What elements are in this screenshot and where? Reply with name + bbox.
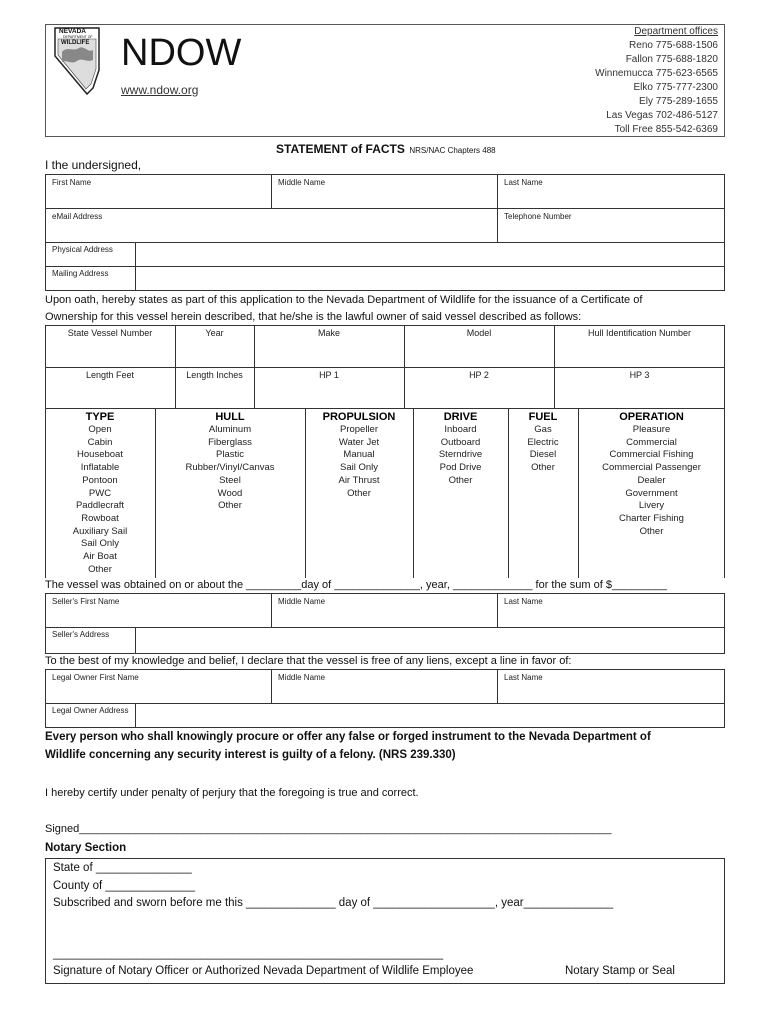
list-item[interactable]: Inflatable bbox=[80, 462, 120, 474]
owner-physical-row bbox=[45, 242, 725, 267]
felony-warning-2: Wildlife concerning any security interest is guilty of a felony. (NRS 239.330) bbox=[45, 749, 456, 761]
divider bbox=[497, 174, 498, 209]
notary-signature-label: Signature of Notary Officer or Authorized Nevada Department of Wildlife Employee bbox=[53, 965, 474, 977]
list-item[interactable]: Houseboat bbox=[77, 449, 123, 461]
list-item[interactable]: Diesel bbox=[529, 449, 557, 461]
list-item[interactable]: Paddlecraft bbox=[75, 500, 125, 512]
divider bbox=[45, 367, 725, 368]
divider bbox=[271, 593, 272, 628]
divider bbox=[135, 703, 136, 728]
type-column bbox=[45, 410, 155, 576]
hull-header: HULL bbox=[215, 411, 245, 423]
list-item[interactable]: Inboard bbox=[444, 424, 477, 435]
list-item[interactable]: Electric bbox=[527, 436, 559, 448]
list-item[interactable]: Other bbox=[218, 500, 242, 512]
seller-address-field[interactable]: Seller's Address bbox=[52, 630, 110, 639]
owner-contact-row bbox=[45, 208, 725, 243]
owner-middle-name-field[interactable]: Middle Name bbox=[278, 178, 326, 187]
logo-text-2: DEPARTMENT OF bbox=[63, 35, 93, 39]
list-item[interactable]: Dealer bbox=[637, 474, 666, 486]
hin-field[interactable]: Hull Identification Number bbox=[587, 328, 692, 338]
notary-county-field[interactable]: County of ______________ bbox=[53, 880, 195, 892]
list-item[interactable]: Government bbox=[625, 487, 678, 499]
list-item[interactable]: Rowboat bbox=[81, 512, 119, 524]
liens-text: To the best of my knowledge and belief, I declare that the vessel is free of any liens, except a line in favor of: bbox=[45, 655, 572, 667]
length-inches-field[interactable]: Length Inches bbox=[186, 370, 243, 380]
divider bbox=[271, 669, 272, 704]
owner-mailing-row bbox=[45, 266, 725, 291]
form-title-ref: NRS/NAC Chapters 488 bbox=[409, 146, 496, 155]
offices-title: Department offices bbox=[634, 26, 718, 37]
list-item[interactable]: Wood bbox=[217, 487, 243, 499]
logo-text-1: NEVADA bbox=[59, 28, 86, 35]
list-item[interactable]: Rubber/Vinyl/Canvas bbox=[185, 462, 275, 474]
list-item[interactable]: Sail Only bbox=[80, 538, 119, 550]
list-item[interactable]: Livery bbox=[638, 500, 665, 512]
list-item[interactable]: Fiberglass bbox=[208, 436, 252, 448]
nevada-logo bbox=[53, 26, 101, 96]
list-item[interactable]: Sail Only bbox=[339, 462, 378, 474]
signed-line[interactable]: Signed_______________________________________________________________________________________ bbox=[45, 823, 612, 835]
propulsion-column bbox=[305, 410, 413, 500]
model-field[interactable]: Model bbox=[466, 328, 492, 338]
seller-address-row bbox=[45, 627, 725, 654]
notary-state-field[interactable]: State of _______________ bbox=[53, 862, 192, 874]
legal-owner-last-name-field[interactable]: Last Name bbox=[504, 673, 543, 682]
list-item[interactable]: Commercial bbox=[626, 436, 677, 448]
legal-owner-first-name-field[interactable]: Legal Owner First Name bbox=[52, 673, 139, 682]
state-vessel-number-field[interactable]: State Vessel Number bbox=[67, 328, 153, 338]
notary-signature-line[interactable]: _____________________________________________________________ bbox=[53, 948, 444, 960]
list-item[interactable]: Other bbox=[347, 487, 371, 499]
list-item[interactable]: Other bbox=[531, 462, 555, 474]
owner-first-name-field[interactable]: First Name bbox=[52, 178, 92, 187]
notary-stamp-label: Notary Stamp or Seal bbox=[565, 965, 675, 977]
list-item[interactable]: Charter Fishing bbox=[619, 512, 684, 524]
divider bbox=[497, 593, 498, 628]
owner-mailing-address-field[interactable]: Mailing Address bbox=[52, 269, 109, 278]
drive-header: DRIVE bbox=[443, 411, 478, 423]
oath-text-2: Ownership for this vessel herein described, that he/she is the lawful owner of said vessel described as follows: bbox=[45, 311, 582, 323]
list-item[interactable]: Aluminum bbox=[208, 424, 252, 435]
legal-owner-name-row bbox=[45, 669, 725, 704]
divider bbox=[497, 669, 498, 704]
office-toll-free: Toll Free 855-542-6369 bbox=[614, 124, 718, 135]
owner-email-field[interactable]: eMail Address bbox=[52, 212, 103, 221]
list-item[interactable]: Commercial Fishing bbox=[609, 449, 694, 461]
fuel-column bbox=[508, 410, 578, 475]
owner-last-name-field[interactable]: Last Name bbox=[504, 178, 543, 187]
year-field[interactable]: Year bbox=[205, 328, 224, 338]
owner-name-row bbox=[45, 174, 725, 209]
owner-physical-address-field[interactable]: Physical Address bbox=[52, 245, 113, 254]
list-item[interactable]: PWC bbox=[88, 487, 112, 499]
divider bbox=[135, 627, 136, 654]
list-item[interactable]: Cabin bbox=[87, 436, 113, 448]
office-fallon: Fallon 775-688-1820 bbox=[625, 54, 718, 65]
legal-owner-address-row bbox=[45, 703, 725, 728]
undersigned-text: I the undersigned, bbox=[45, 158, 142, 172]
list-item[interactable]: Plastic bbox=[216, 449, 244, 461]
office-winnemucca: Winnemucca 775-623-6565 bbox=[595, 68, 718, 79]
list-item[interactable]: Outboard bbox=[440, 436, 481, 448]
department-offices bbox=[595, 25, 718, 137]
list-item[interactable]: Steel bbox=[219, 474, 241, 486]
notary-subscribed-field[interactable]: Subscribed and sworn before me this ______________ day of ___________________, year______________ bbox=[53, 897, 614, 909]
list-item[interactable]: Other bbox=[639, 525, 664, 537]
divider bbox=[271, 174, 272, 209]
seller-middle-name-field[interactable]: Middle Name bbox=[278, 597, 326, 606]
list-item[interactable]: Propeller bbox=[339, 424, 379, 435]
list-item[interactable]: Air Thrust bbox=[338, 474, 380, 486]
hp2-field[interactable]: HP 2 bbox=[469, 370, 489, 380]
hp1-field[interactable]: HP 1 bbox=[319, 370, 339, 380]
seller-last-name-field[interactable]: Last Name bbox=[504, 597, 543, 606]
list-item[interactable]: Gas bbox=[534, 424, 552, 435]
seller-first-name-field[interactable]: Seller's First Name bbox=[52, 597, 120, 606]
obtained-text[interactable]: The vessel was obtained on or about the _________day of ______________, year, _____________ for the sum of $_________ bbox=[45, 579, 667, 591]
length-feet-field[interactable]: Length Feet bbox=[85, 370, 135, 380]
fuel-header: FUEL bbox=[528, 411, 558, 423]
list-item[interactable]: Air Boat bbox=[83, 551, 117, 563]
form-title-text: STATEMENT of FACTS bbox=[276, 142, 405, 156]
list-item[interactable]: Auxiliary Sail bbox=[72, 525, 128, 537]
list-item[interactable]: Manual bbox=[343, 449, 375, 461]
divider bbox=[497, 208, 498, 243]
logo-text-3: WILDLIFE bbox=[61, 40, 90, 46]
drive-column bbox=[413, 410, 508, 488]
list-item[interactable]: Sterndrive bbox=[438, 449, 483, 461]
agency-title: NDOW bbox=[121, 32, 242, 74]
operation-header: OPERATION bbox=[619, 411, 684, 423]
list-item[interactable]: Pod Drive bbox=[439, 462, 482, 474]
legal-owner-address-field[interactable]: Legal Owner Address bbox=[52, 706, 129, 715]
list-item[interactable]: Other bbox=[88, 563, 112, 575]
office-reno: Reno 775-688-1506 bbox=[629, 40, 718, 51]
propulsion-header: PROPULSION bbox=[322, 411, 396, 423]
notary-section-title: Notary Section bbox=[45, 842, 127, 854]
list-item[interactable]: Pleasure bbox=[632, 424, 671, 435]
make-field[interactable]: Make bbox=[317, 328, 340, 338]
legal-owner-middle-name-field[interactable]: Middle Name bbox=[278, 673, 326, 682]
hull-column bbox=[155, 410, 305, 513]
office-las-vegas: Las Vegas 702-486-5127 bbox=[606, 110, 718, 121]
felony-warning-1: Every person who shall knowingly procure or offer any false or forged instrument to the Nevada Department of bbox=[45, 731, 651, 743]
list-item[interactable]: Open bbox=[88, 424, 112, 435]
office-ely: Ely 775-289-1655 bbox=[639, 96, 718, 107]
list-item[interactable]: Water Jet bbox=[338, 436, 380, 448]
operation-column bbox=[578, 410, 725, 538]
hp3-field[interactable]: HP 3 bbox=[629, 370, 650, 380]
owner-phone-field[interactable]: Telephone Number bbox=[504, 212, 572, 221]
form-title bbox=[276, 140, 496, 158]
office-elko: Elko 775-777-2300 bbox=[633, 82, 718, 93]
type-header: TYPE bbox=[85, 411, 115, 423]
list-item[interactable]: Pontoon bbox=[82, 474, 118, 486]
seller-name-row bbox=[45, 593, 725, 628]
list-item[interactable]: Commercial Passenger bbox=[602, 462, 701, 474]
oath-text-1: Upon oath, hereby states as part of this application to the Nevada Department of Wildlife for the issuance of a Certificate of bbox=[45, 294, 643, 306]
list-item[interactable]: Other bbox=[448, 474, 473, 486]
agency-url[interactable]: www.ndow.org bbox=[121, 83, 199, 97]
certify-text: I hereby certify under penalty of perjury that the foregoing is true and correct. bbox=[45, 787, 419, 799]
